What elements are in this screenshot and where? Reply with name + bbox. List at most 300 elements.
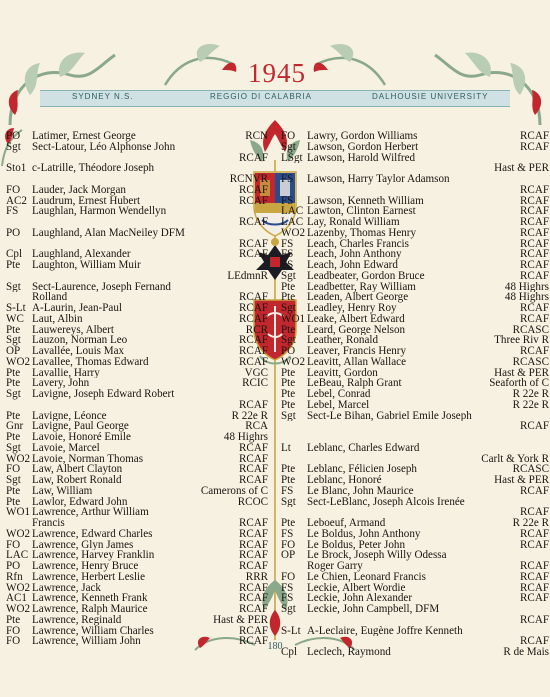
roll-entry [6, 163, 268, 174]
entry-rank: WO2 [6, 453, 31, 465]
roll-entry [6, 507, 268, 518]
roll-entry [6, 346, 268, 357]
entry-name: Lawrence, Herbert Leslie [32, 571, 146, 583]
entry-name: Le Boldus, John Anthony [307, 528, 421, 540]
roll-entry [281, 174, 549, 185]
roll-entry [6, 303, 268, 314]
entry-service: RCAF [239, 593, 268, 604]
entry-name: Lebel, Conrad [307, 389, 371, 400]
entry-service: RCAF [520, 571, 549, 583]
entry-rank: Pte [281, 464, 296, 475]
entry-rank: Pte [281, 475, 296, 486]
entry-service: RCAF [520, 227, 549, 239]
roll-entry [281, 325, 549, 336]
roll-entry [6, 529, 268, 540]
entry-rank: Pte [6, 260, 21, 271]
entry-rank: FO [6, 625, 21, 637]
entry-name: Lawlor, Edward John [32, 496, 128, 508]
roll-entry [281, 561, 549, 572]
entry-name: Lawson, Kenneth William [307, 195, 424, 207]
roll-entry [281, 153, 549, 164]
roll-entry [281, 626, 549, 637]
entry-rank: Pte [6, 496, 21, 508]
roll-entry [281, 615, 549, 626]
roll-entry [281, 486, 549, 497]
entry-name: Lawrence, Harvey Franklin [32, 550, 155, 561]
entry-rank: WO2 [6, 356, 31, 368]
entry-name: Lawry, Gordon Williams [307, 131, 418, 142]
entry-service: RCAF [520, 528, 549, 540]
entry-rank: FS [6, 206, 19, 217]
entry-rank: WO1 [281, 313, 306, 325]
entry-service: RCAF [239, 475, 268, 486]
entry-rank: FS [281, 593, 294, 604]
entry-name: LeBeau, Ralph Grant [307, 378, 402, 389]
entry-service: RCIC [242, 378, 268, 389]
entry-service: Carlt & York R [481, 453, 549, 465]
roll-entry [6, 540, 268, 551]
entry-service: RCAF [520, 539, 549, 551]
entry-service: Seaforth of C [489, 378, 549, 389]
entry-rank: FS [281, 260, 294, 271]
entry-rank: Sgt [281, 270, 296, 282]
entry-name: Laut, Albin [32, 313, 83, 325]
entry-name: Leard, George Nelson [307, 324, 406, 336]
entry-name: Lebel, Marcel [307, 399, 370, 411]
roll-entry [281, 454, 549, 465]
entry-service: RCAF [520, 421, 549, 432]
entry-rank: AC1 [6, 593, 27, 604]
roll-entry [6, 142, 268, 153]
entry-name: Leblanc, Félicien Joseph [307, 464, 417, 475]
entry-rank: FS [281, 485, 294, 497]
roll-entry [281, 507, 549, 518]
roll-entry [281, 572, 549, 583]
entry-name: Lawrence, Arthur William [32, 507, 149, 518]
entry-service: VGC [244, 367, 268, 379]
entry-rank: FO [281, 131, 296, 142]
entry-name: Lavallie, Harry [32, 367, 100, 379]
entry-service: RCASC [512, 464, 549, 475]
entry-name: Leadley, Henry Roy [307, 303, 397, 314]
entry-service: RCAF [520, 260, 549, 271]
entry-name: Law, Robert Ronald [32, 475, 122, 486]
entry-rank: S-Lt [6, 303, 26, 314]
entry-service: 48 Highrs [223, 432, 268, 443]
roll-entry [281, 185, 549, 196]
roll-entry [281, 271, 549, 282]
entry-rank: FS [281, 249, 294, 260]
roll-entry [281, 518, 549, 529]
roll-entry [6, 432, 268, 443]
roll-entry [6, 228, 268, 239]
roll-entry [6, 583, 268, 594]
roll-entry [6, 206, 268, 217]
entry-service: RCAF [520, 131, 549, 142]
entry-rank: WO2 [6, 604, 31, 615]
entry-rank: FO [6, 184, 21, 196]
entry-rank: LAC [281, 217, 304, 228]
entry-service: RCAF [520, 582, 549, 594]
entry-service: 48 Highrs [504, 292, 549, 303]
entry-service: LEdmnR [227, 270, 268, 282]
entry-service: RCAF [520, 303, 549, 314]
roll-entry [281, 475, 549, 486]
entry-name: Lawrence, Glyn James [32, 539, 134, 551]
entry-rank: Pte [281, 518, 296, 529]
entry-name: Sect-Laurence, Joseph Fernand [32, 281, 171, 293]
roll-entry [6, 239, 268, 250]
roll-entry [281, 303, 549, 314]
entry-name: Lavoie, Marcel [32, 442, 100, 454]
entry-name: Sect-Latour, Léo Alphonse John [32, 141, 176, 153]
entry-name: Laughton, William Muir [32, 260, 141, 271]
roll-entry [6, 378, 268, 389]
roll-entry [6, 196, 268, 207]
entry-service: RCNVR [229, 174, 268, 185]
entry-rank: OP [281, 550, 296, 561]
entry-service: RCAF [239, 356, 268, 368]
entry-name: Laughland, Alan MacNeiley DFM [32, 227, 185, 239]
roll-entry [6, 174, 268, 185]
entry-name: Leclech, Raymond [307, 647, 391, 658]
entry-name: Le Brock, Joseph Willy Odessa [307, 550, 447, 561]
entry-service: RCAF [239, 184, 268, 196]
entry-rank: FO [6, 539, 21, 551]
entry-rank: Pte [6, 485, 21, 497]
entry-rank: FO [281, 571, 296, 583]
entry-rank: WO1 [6, 507, 31, 518]
entry-name: Laughlan, Harmon Wendellyn [32, 206, 167, 217]
roll-entry [281, 389, 549, 400]
entry-service: RCAF [239, 453, 268, 465]
entry-name: Lawrence, Henry Bruce [32, 561, 139, 572]
entry-rank: Sto1 [6, 163, 27, 174]
entry-name: Leadbetter, Ray William [307, 281, 416, 293]
entry-rank: Pte [6, 614, 21, 626]
entry-rank: Pte [281, 281, 296, 293]
roll-entry [281, 292, 549, 303]
roll-entry [281, 378, 549, 389]
entry-name: Leach, Charles Francis [307, 238, 409, 250]
roll-entry [281, 131, 549, 142]
entry-rank: FS [281, 528, 294, 540]
entry-name: Laudrum, Ernest Hubert [32, 195, 141, 207]
entry-rank: Pte [281, 378, 296, 389]
roll-entry [6, 636, 268, 647]
entry-service: Hast & PER [494, 475, 549, 486]
entry-rank: Pte [281, 399, 296, 411]
entry-service: R 22e R [512, 389, 549, 400]
entry-rank: Cpl [6, 249, 23, 260]
entry-service: RCAF [239, 636, 268, 647]
entry-service: RCAF [239, 195, 268, 207]
entry-name: Le Chien, Leonard Francis [307, 571, 426, 583]
roll-entry [6, 593, 268, 604]
roll-entry [6, 282, 268, 293]
roll-entry [281, 400, 549, 411]
names-column-left [6, 131, 268, 647]
entry-rank: Sgt [6, 442, 21, 454]
roll-entry [6, 421, 268, 432]
entry-service: RCAF [239, 518, 268, 529]
entry-name: Lawrence, Edward Charles [32, 528, 153, 540]
entry-service: RCAF [520, 636, 549, 647]
ribbon-place-3: DALHOUSIE UNIVERSITY [372, 92, 489, 101]
entry-service: R 22e R [231, 410, 268, 422]
entry-name: Sect-LeBlanc, Joseph Alcois Irenée [307, 496, 465, 508]
roll-entry [281, 647, 549, 658]
entry-name: Le Boldus, Peter John [307, 539, 405, 551]
entry-rank: Cpl [281, 647, 298, 658]
entry-service: RCAF [520, 561, 549, 572]
entry-name: Leaver, Francis Henry [307, 346, 407, 357]
entry-name: Lawrence, William Charles [32, 625, 154, 637]
entry-name: Leckie, Albert Wordie [307, 582, 406, 594]
entry-service: R de Mais [503, 647, 549, 658]
entry-service: RCN [245, 131, 268, 142]
roll-entry [281, 421, 549, 432]
entry-rank: OP [6, 346, 21, 357]
entry-rank: PO [6, 131, 21, 142]
roll-entry [6, 497, 268, 508]
entry-rank: FS [281, 238, 294, 250]
roll-entry [6, 486, 268, 497]
entry-service: RCAF [520, 270, 549, 282]
entry-service: RCAF [520, 195, 549, 207]
roll-entry [281, 550, 549, 561]
entry-name: Lawson, Harry Taylor Adamson [307, 174, 450, 185]
entry-service: RCAF [239, 238, 268, 250]
entry-name: Lauwereys, Albert [32, 324, 114, 336]
roll-entry [6, 368, 268, 379]
entry-name: Lawson, Gordon Herbert [307, 141, 419, 153]
entry-name: Lavallée, Louis Max [32, 346, 125, 357]
roll-entry [6, 464, 268, 475]
entry-service: Three Riv R [494, 335, 549, 346]
roll-entry [6, 314, 268, 325]
entry-rank: Pte [6, 324, 21, 336]
roll-entry [281, 529, 549, 540]
roll-entry [281, 346, 549, 357]
entry-name: Leake, Albert Edward [307, 313, 405, 325]
roll-entry [281, 540, 549, 551]
entry-name: Lazenby, Thomas Henry [307, 227, 417, 239]
entry-rank: Sgt [281, 604, 296, 615]
entry-name: A-Laurin, Jean-Paul [32, 303, 122, 314]
entry-rank: PO [6, 561, 21, 572]
entry-name: Leavitt, Allan Wallace [307, 356, 407, 368]
entry-name: Sect-Le Bihan, Gabriel Emile Joseph [307, 410, 472, 422]
roll-entry [281, 432, 549, 443]
entry-service: RCASC [512, 356, 549, 368]
roll-entry [6, 389, 268, 400]
entry-service: RCAF [239, 550, 268, 561]
entry-name: Leach, John Anthony [307, 249, 402, 260]
roll-entry [281, 335, 549, 346]
entry-name: Leckie, John Campbell, DFM [307, 604, 440, 615]
entry-rank: S-Lt [281, 625, 301, 637]
roll-entry [281, 583, 549, 594]
entry-service: RCAF [239, 152, 268, 164]
entry-name: Le Blanc, John Maurice [307, 485, 414, 497]
roll-entry [6, 325, 268, 336]
entry-name: Lavallee, Thomas Edward [32, 356, 149, 368]
entry-name: Lavery, John [32, 378, 90, 389]
entry-rank: Sgt [6, 475, 21, 486]
entry-rank: LSgt [281, 152, 303, 164]
roll-entry [281, 314, 549, 325]
roll-entry [6, 400, 268, 411]
roll-entry [6, 217, 268, 228]
entry-name: Leavitt, Gordon [307, 367, 378, 379]
entry-name: Latimer, Ernest George [32, 131, 136, 142]
year-heading: 1945 [248, 58, 306, 88]
roll-entry [281, 239, 549, 250]
entry-service: Hast & PER [213, 614, 268, 626]
entry-service: RCOC [237, 496, 268, 508]
entry-rank: Sgt [281, 496, 296, 508]
entry-service: RCAF [520, 141, 549, 153]
entry-service: RCAF [239, 561, 268, 572]
entry-rank: Pte [281, 367, 296, 379]
entry-name: Lawrence, Reginald [32, 614, 122, 626]
roll-entry [281, 196, 549, 207]
entry-rank: WO2 [281, 227, 306, 239]
entry-name: Laughland, Alexander [32, 249, 131, 260]
roll-entry [6, 357, 268, 368]
roll-entry [281, 282, 549, 293]
roll-entry [6, 260, 268, 271]
roll-entry [281, 217, 549, 228]
entry-service: RCAF [239, 442, 268, 454]
entry-name: Lawrence, Jack [32, 582, 101, 594]
roll-entry [6, 615, 268, 626]
ornament-right-icon [430, 35, 550, 130]
entry-name: Leckie, John Alexander [307, 593, 413, 604]
ribbon-place-1: SYDNEY N.S. [72, 92, 134, 101]
entry-rank: WO2 [6, 582, 31, 594]
entry-service: RCAF [239, 582, 268, 594]
roll-entry [6, 443, 268, 454]
entry-service: RCAF [520, 206, 549, 217]
entry-name: Leaden, Albert George [307, 292, 409, 303]
entry-rank: Lt [281, 442, 291, 454]
entry-rank: Gnr [6, 421, 24, 432]
roll-entry [281, 206, 549, 217]
entry-rank: Pte [281, 389, 296, 400]
roll-entry [281, 260, 549, 271]
entry-name: Lavoie, Norman Thomas [32, 453, 144, 465]
entry-rank: LAC [281, 206, 304, 217]
roll-entry [6, 271, 268, 282]
entry-service: RCAF [520, 249, 549, 260]
roll-entry [6, 335, 268, 346]
entry-service: RCR [245, 324, 268, 336]
entry-name: Lauder, Jack Morgan [32, 184, 126, 196]
roll-entry [281, 357, 549, 368]
entry-service: RCAF [239, 346, 268, 357]
roll-entry [6, 454, 268, 465]
roll-entry [6, 249, 268, 260]
entry-service: RCAF [239, 539, 268, 551]
entry-service: R 22e R [512, 399, 549, 411]
entry-rank: Sgt [6, 141, 21, 153]
entry-name: A-Leclaire, Eugène Joffre Kenneth [307, 625, 463, 637]
entry-name: Leadbeater, Gordon Bruce [307, 270, 425, 282]
roll-entry [281, 497, 549, 508]
roll-entry [281, 604, 549, 615]
entry-rank: Sgt [281, 410, 296, 422]
roll-entry [281, 228, 549, 239]
entry-rank: WC [6, 313, 24, 325]
entry-service: RCAF [520, 313, 549, 325]
entry-rank: LAC [6, 550, 29, 561]
entry-service: RCAF [520, 217, 549, 228]
entry-name: Leboeuf, Armand [307, 518, 386, 529]
roll-entry [6, 153, 268, 164]
roll-entry [6, 604, 268, 615]
entry-rank: Pte [6, 378, 21, 389]
entry-service: Hast & PER [494, 367, 549, 379]
entry-rank: Pte [281, 324, 296, 336]
entry-name: Lavoie, Honoré Emile [32, 432, 131, 443]
ornament-year-left-icon [160, 40, 240, 90]
entry-service: RCAF [239, 313, 268, 325]
roll-entry [6, 572, 268, 583]
entry-rank: Pte [281, 292, 296, 303]
entry-service: RCAF [520, 485, 549, 497]
roll-entry [6, 475, 268, 486]
roll-entry [6, 518, 268, 529]
entry-service: RCAF [239, 399, 268, 411]
entry-service: RCAF [239, 249, 268, 260]
roll-entry [6, 626, 268, 637]
entry-name: Lawton, Clinton Earnest [307, 206, 416, 217]
entry-name: c-Latrille, Théodore Joseph [32, 163, 155, 174]
names-column-right [281, 131, 549, 658]
entry-name: Law, Albert Clayton [32, 464, 123, 475]
entry-service: RCAF [239, 303, 268, 314]
entry-service: RCASC [512, 324, 549, 336]
entry-service: 48 Highrs [504, 281, 549, 293]
roll-entry [281, 249, 549, 260]
entry-service: RCAF [239, 217, 268, 228]
entry-service: RCAF [520, 346, 549, 357]
entry-rank: FO [6, 464, 21, 475]
entry-name: Lawrence, Kenneth Frank [32, 593, 148, 604]
entry-name: Leblanc, Honoré [307, 475, 382, 486]
entry-rank: Pte [6, 432, 21, 443]
entry-rank: FS [281, 174, 294, 185]
entry-service: RCAF [239, 292, 268, 303]
ornament-left-icon [0, 35, 120, 130]
entry-rank: Sgt [281, 303, 296, 314]
entry-rank: FO [281, 539, 296, 551]
entry-name: Lavigne, Joseph Edward Robert [32, 389, 175, 400]
entry-service: RCAF [239, 464, 268, 475]
entry-rank: FS [281, 195, 294, 207]
roll-entry [281, 443, 549, 454]
entry-name: Lawson, Harold Wilfred [307, 152, 416, 164]
roll-entry [6, 292, 268, 303]
roll-entry [281, 593, 549, 604]
entry-service: RCAF [239, 625, 268, 637]
roll-entry [6, 561, 268, 572]
entry-name: Leather, Ronald [307, 335, 379, 346]
entry-service: RCA [245, 421, 268, 432]
entry-rank: Pte [6, 367, 21, 379]
